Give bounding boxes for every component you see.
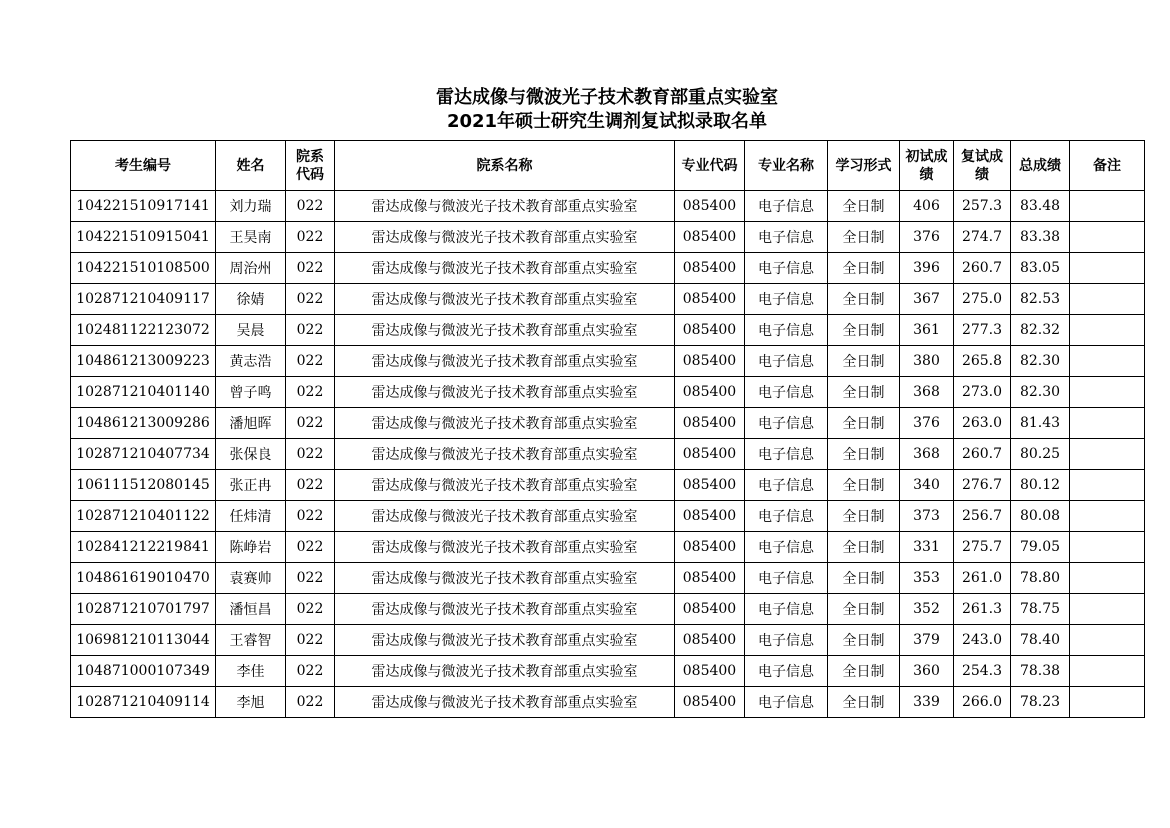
table-cell: 78.23 bbox=[1011, 687, 1070, 718]
table-cell: 电子信息 bbox=[745, 377, 828, 408]
table-row bbox=[71, 191, 1145, 222]
table-cell: 全日制 bbox=[828, 563, 900, 594]
table-cell: 电子信息 bbox=[745, 408, 828, 439]
table-cell: 260.7 bbox=[954, 439, 1011, 470]
table-cell: 电子信息 bbox=[745, 594, 828, 625]
table-cell: 张保良 bbox=[216, 439, 286, 470]
table-cell: 022 bbox=[286, 222, 335, 253]
table-cell: 82.53 bbox=[1011, 284, 1070, 315]
table-cell: 电子信息 bbox=[745, 532, 828, 563]
table-cell: 104221510108500 bbox=[71, 253, 216, 284]
table-cell bbox=[1070, 222, 1145, 253]
table-cell: 电子信息 bbox=[745, 687, 828, 718]
table-cell: 雷达成像与微波光子技术教育部重点实验室 bbox=[335, 501, 675, 532]
column-header: 初试成 绩 bbox=[900, 141, 954, 191]
table-cell: 102871210407734 bbox=[71, 439, 216, 470]
table-cell: 263.0 bbox=[954, 408, 1011, 439]
table-cell bbox=[1070, 532, 1145, 563]
table-cell: 102841212219841 bbox=[71, 532, 216, 563]
table-cell: 雷达成像与微波光子技术教育部重点实验室 bbox=[335, 439, 675, 470]
table-cell: 电子信息 bbox=[745, 470, 828, 501]
table-cell: 83.48 bbox=[1011, 191, 1070, 222]
table-cell: 雷达成像与微波光子技术教育部重点实验室 bbox=[335, 377, 675, 408]
table-row bbox=[71, 470, 1145, 501]
table-cell: 雷达成像与微波光子技术教育部重点实验室 bbox=[335, 687, 675, 718]
table-cell: 电子信息 bbox=[745, 315, 828, 346]
table-cell: 104871000107349 bbox=[71, 656, 216, 687]
table-cell bbox=[1070, 501, 1145, 532]
table-cell: 085400 bbox=[675, 222, 745, 253]
table-cell: 102871210701797 bbox=[71, 594, 216, 625]
table-cell: 周治州 bbox=[216, 253, 286, 284]
table-cell: 085400 bbox=[675, 470, 745, 501]
table-cell: 潘恒昌 bbox=[216, 594, 286, 625]
table-cell: 022 bbox=[286, 687, 335, 718]
table-cell: 353 bbox=[900, 563, 954, 594]
table-cell: 102871210409114 bbox=[71, 687, 216, 718]
table-cell: 电子信息 bbox=[745, 501, 828, 532]
table-cell: 254.3 bbox=[954, 656, 1011, 687]
table-cell: 雷达成像与微波光子技术教育部重点实验室 bbox=[335, 625, 675, 656]
table-cell: 82.30 bbox=[1011, 377, 1070, 408]
table-cell: 83.05 bbox=[1011, 253, 1070, 284]
table-cell: 085400 bbox=[675, 687, 745, 718]
table-cell: 367 bbox=[900, 284, 954, 315]
table-cell: 104861619010470 bbox=[71, 563, 216, 594]
table-cell: 339 bbox=[900, 687, 954, 718]
admission-table bbox=[70, 140, 1145, 718]
table-cell: 022 bbox=[286, 470, 335, 501]
table-cell: 022 bbox=[286, 439, 335, 470]
table-cell: 黄志浩 bbox=[216, 346, 286, 377]
table-cell bbox=[1070, 284, 1145, 315]
table-cell: 376 bbox=[900, 222, 954, 253]
table-row bbox=[71, 222, 1145, 253]
table-cell: 379 bbox=[900, 625, 954, 656]
table-cell: 022 bbox=[286, 253, 335, 284]
table-cell: 83.38 bbox=[1011, 222, 1070, 253]
table-cell: 106981210113044 bbox=[71, 625, 216, 656]
column-header: 专业名称 bbox=[745, 141, 828, 191]
table-row bbox=[71, 532, 1145, 563]
table-cell: 276.7 bbox=[954, 470, 1011, 501]
table-cell: 电子信息 bbox=[745, 346, 828, 377]
table-cell: 261.0 bbox=[954, 563, 1011, 594]
table-cell: 022 bbox=[286, 377, 335, 408]
table-cell: 吴晨 bbox=[216, 315, 286, 346]
table-cell: 潘旭晖 bbox=[216, 408, 286, 439]
table-cell: 电子信息 bbox=[745, 656, 828, 687]
column-header: 备注 bbox=[1070, 141, 1145, 191]
table-cell: 085400 bbox=[675, 439, 745, 470]
table-cell: 022 bbox=[286, 594, 335, 625]
table-cell bbox=[1070, 563, 1145, 594]
table-cell: 022 bbox=[286, 501, 335, 532]
table-cell: 全日制 bbox=[828, 532, 900, 563]
table-cell: 104861213009223 bbox=[71, 346, 216, 377]
table-cell: 104861213009286 bbox=[71, 408, 216, 439]
table-cell: 雷达成像与微波光子技术教育部重点实验室 bbox=[335, 532, 675, 563]
column-header: 总成绩 bbox=[1011, 141, 1070, 191]
table-row bbox=[71, 656, 1145, 687]
table-cell: 袁赛帅 bbox=[216, 563, 286, 594]
table-cell: 085400 bbox=[675, 594, 745, 625]
table-cell: 78.75 bbox=[1011, 594, 1070, 625]
table-cell: 雷达成像与微波光子技术教育部重点实验室 bbox=[335, 222, 675, 253]
table-cell: 任炜清 bbox=[216, 501, 286, 532]
table-cell bbox=[1070, 191, 1145, 222]
table-cell: 全日制 bbox=[828, 470, 900, 501]
table-cell: 王睿智 bbox=[216, 625, 286, 656]
table-cell bbox=[1070, 687, 1145, 718]
table-row bbox=[71, 346, 1145, 377]
table-row bbox=[71, 408, 1145, 439]
table-cell: 022 bbox=[286, 191, 335, 222]
table-cell: 78.80 bbox=[1011, 563, 1070, 594]
table-cell: 全日制 bbox=[828, 625, 900, 656]
table-cell: 104221510915041 bbox=[71, 222, 216, 253]
table-cell: 085400 bbox=[675, 191, 745, 222]
table-cell: 雷达成像与微波光子技术教育部重点实验室 bbox=[335, 408, 675, 439]
table-cell: 80.25 bbox=[1011, 439, 1070, 470]
table-cell: 雷达成像与微波光子技术教育部重点实验室 bbox=[335, 563, 675, 594]
table-cell: 085400 bbox=[675, 532, 745, 563]
table-cell: 373 bbox=[900, 501, 954, 532]
table-cell bbox=[1070, 346, 1145, 377]
table-cell: 277.3 bbox=[954, 315, 1011, 346]
table-cell: 全日制 bbox=[828, 191, 900, 222]
table-cell: 022 bbox=[286, 408, 335, 439]
table-cell: 085400 bbox=[675, 408, 745, 439]
table-cell: 电子信息 bbox=[745, 284, 828, 315]
table-cell bbox=[1070, 377, 1145, 408]
table-cell: 331 bbox=[900, 532, 954, 563]
table-cell: 275.0 bbox=[954, 284, 1011, 315]
table-cell: 全日制 bbox=[828, 253, 900, 284]
table-cell: 243.0 bbox=[954, 625, 1011, 656]
table-cell: 361 bbox=[900, 315, 954, 346]
table-cell: 80.08 bbox=[1011, 501, 1070, 532]
table-cell: 81.43 bbox=[1011, 408, 1070, 439]
table-cell: 085400 bbox=[675, 284, 745, 315]
table-row bbox=[71, 377, 1145, 408]
table-cell: 电子信息 bbox=[745, 253, 828, 284]
table-row bbox=[71, 687, 1145, 718]
table-cell: 雷达成像与微波光子技术教育部重点实验室 bbox=[335, 594, 675, 625]
table-row bbox=[71, 253, 1145, 284]
table-cell: 396 bbox=[900, 253, 954, 284]
table-cell: 273.0 bbox=[954, 377, 1011, 408]
table-cell: 376 bbox=[900, 408, 954, 439]
table-row bbox=[71, 284, 1145, 315]
column-header: 复试成 绩 bbox=[954, 141, 1011, 191]
table-cell: 102871210409117 bbox=[71, 284, 216, 315]
table-cell bbox=[1070, 253, 1145, 284]
table-cell: 电子信息 bbox=[745, 439, 828, 470]
table-cell: 106111512080145 bbox=[71, 470, 216, 501]
table-cell: 电子信息 bbox=[745, 625, 828, 656]
table-cell: 261.3 bbox=[954, 594, 1011, 625]
table-row bbox=[71, 563, 1145, 594]
table-cell: 全日制 bbox=[828, 439, 900, 470]
table-cell: 352 bbox=[900, 594, 954, 625]
column-header: 专业代码 bbox=[675, 141, 745, 191]
table-cell: 82.30 bbox=[1011, 346, 1070, 377]
table-cell: 257.3 bbox=[954, 191, 1011, 222]
table-cell: 380 bbox=[900, 346, 954, 377]
table-cell: 340 bbox=[900, 470, 954, 501]
table-cell: 260.7 bbox=[954, 253, 1011, 284]
table-cell: 266.0 bbox=[954, 687, 1011, 718]
table-cell: 085400 bbox=[675, 346, 745, 377]
table-cell: 刘力瑞 bbox=[216, 191, 286, 222]
column-header: 院系名称 bbox=[335, 141, 675, 191]
table-cell: 电子信息 bbox=[745, 191, 828, 222]
table-cell: 102871210401140 bbox=[71, 377, 216, 408]
table-cell: 雷达成像与微波光子技术教育部重点实验室 bbox=[335, 346, 675, 377]
table-cell: 085400 bbox=[675, 656, 745, 687]
table-cell: 022 bbox=[286, 315, 335, 346]
table-cell: 王昊南 bbox=[216, 222, 286, 253]
table-cell: 全日制 bbox=[828, 315, 900, 346]
table-cell: 102481122123072 bbox=[71, 315, 216, 346]
table-cell: 雷达成像与微波光子技术教育部重点实验室 bbox=[335, 656, 675, 687]
table-cell: 雷达成像与微波光子技术教育部重点实验室 bbox=[335, 315, 675, 346]
column-header: 学习形式 bbox=[828, 141, 900, 191]
table-cell: 085400 bbox=[675, 625, 745, 656]
table-row bbox=[71, 439, 1145, 470]
table-row bbox=[71, 315, 1145, 346]
table-row bbox=[71, 594, 1145, 625]
table-cell bbox=[1070, 594, 1145, 625]
table-cell: 085400 bbox=[675, 501, 745, 532]
table-cell: 李佳 bbox=[216, 656, 286, 687]
table-cell: 陈峥岩 bbox=[216, 532, 286, 563]
table-cell: 张正冉 bbox=[216, 470, 286, 501]
table-cell bbox=[1070, 470, 1145, 501]
table-cell: 全日制 bbox=[828, 501, 900, 532]
table-cell: 全日制 bbox=[828, 346, 900, 377]
table-cell: 82.32 bbox=[1011, 315, 1070, 346]
table-cell bbox=[1070, 625, 1145, 656]
table-cell: 78.38 bbox=[1011, 656, 1070, 687]
table-cell: 085400 bbox=[675, 253, 745, 284]
table-cell: 雷达成像与微波光子技术教育部重点实验室 bbox=[335, 253, 675, 284]
table-cell: 022 bbox=[286, 563, 335, 594]
column-header: 姓名 bbox=[216, 141, 286, 191]
table-cell: 全日制 bbox=[828, 594, 900, 625]
document-title: 雷达成像与微波光子技术教育部重点实验室 bbox=[436, 87, 778, 108]
table-cell: 曾子鸣 bbox=[216, 377, 286, 408]
table-cell: 368 bbox=[900, 439, 954, 470]
table-cell: 085400 bbox=[675, 315, 745, 346]
table-cell: 256.7 bbox=[954, 501, 1011, 532]
table-cell: 78.40 bbox=[1011, 625, 1070, 656]
column-header: 考生编号 bbox=[71, 141, 216, 191]
table-cell: 80.12 bbox=[1011, 470, 1070, 501]
table-cell: 全日制 bbox=[828, 284, 900, 315]
table-cell: 022 bbox=[286, 532, 335, 563]
table-cell: 368 bbox=[900, 377, 954, 408]
table-cell: 李旭 bbox=[216, 687, 286, 718]
table-cell: 085400 bbox=[675, 563, 745, 594]
table-cell: 徐婧 bbox=[216, 284, 286, 315]
table-cell: 360 bbox=[900, 656, 954, 687]
table-cell: 雷达成像与微波光子技术教育部重点实验室 bbox=[335, 284, 675, 315]
table-cell: 265.8 bbox=[954, 346, 1011, 377]
table-cell: 全日制 bbox=[828, 377, 900, 408]
column-header: 院系 代码 bbox=[286, 141, 335, 191]
table-cell: 104221510917141 bbox=[71, 191, 216, 222]
table-header-row bbox=[71, 141, 1145, 191]
document-subtitle: 2021年硕士研究生调剂复试拟录取名单 bbox=[446, 111, 768, 132]
table-cell: 085400 bbox=[675, 377, 745, 408]
table-cell: 全日制 bbox=[828, 687, 900, 718]
table-cell: 275.7 bbox=[954, 532, 1011, 563]
table-cell: 022 bbox=[286, 625, 335, 656]
table-cell: 406 bbox=[900, 191, 954, 222]
table-cell: 全日制 bbox=[828, 408, 900, 439]
table-row bbox=[71, 501, 1145, 532]
table-cell bbox=[1070, 315, 1145, 346]
table-cell bbox=[1070, 408, 1145, 439]
table-cell: 79.05 bbox=[1011, 532, 1070, 563]
table-cell: 电子信息 bbox=[745, 563, 828, 594]
table-cell: 274.7 bbox=[954, 222, 1011, 253]
table-cell: 电子信息 bbox=[745, 222, 828, 253]
table-cell: 全日制 bbox=[828, 656, 900, 687]
table-cell: 102871210401122 bbox=[71, 501, 216, 532]
table-cell: 雷达成像与微波光子技术教育部重点实验室 bbox=[335, 470, 675, 501]
table-cell: 022 bbox=[286, 656, 335, 687]
table-cell: 全日制 bbox=[828, 222, 900, 253]
table-cell bbox=[1070, 656, 1145, 687]
table-cell: 雷达成像与微波光子技术教育部重点实验室 bbox=[335, 191, 675, 222]
table-cell: 022 bbox=[286, 284, 335, 315]
table-row bbox=[71, 625, 1145, 656]
table-cell bbox=[1070, 439, 1145, 470]
table-cell: 022 bbox=[286, 346, 335, 377]
